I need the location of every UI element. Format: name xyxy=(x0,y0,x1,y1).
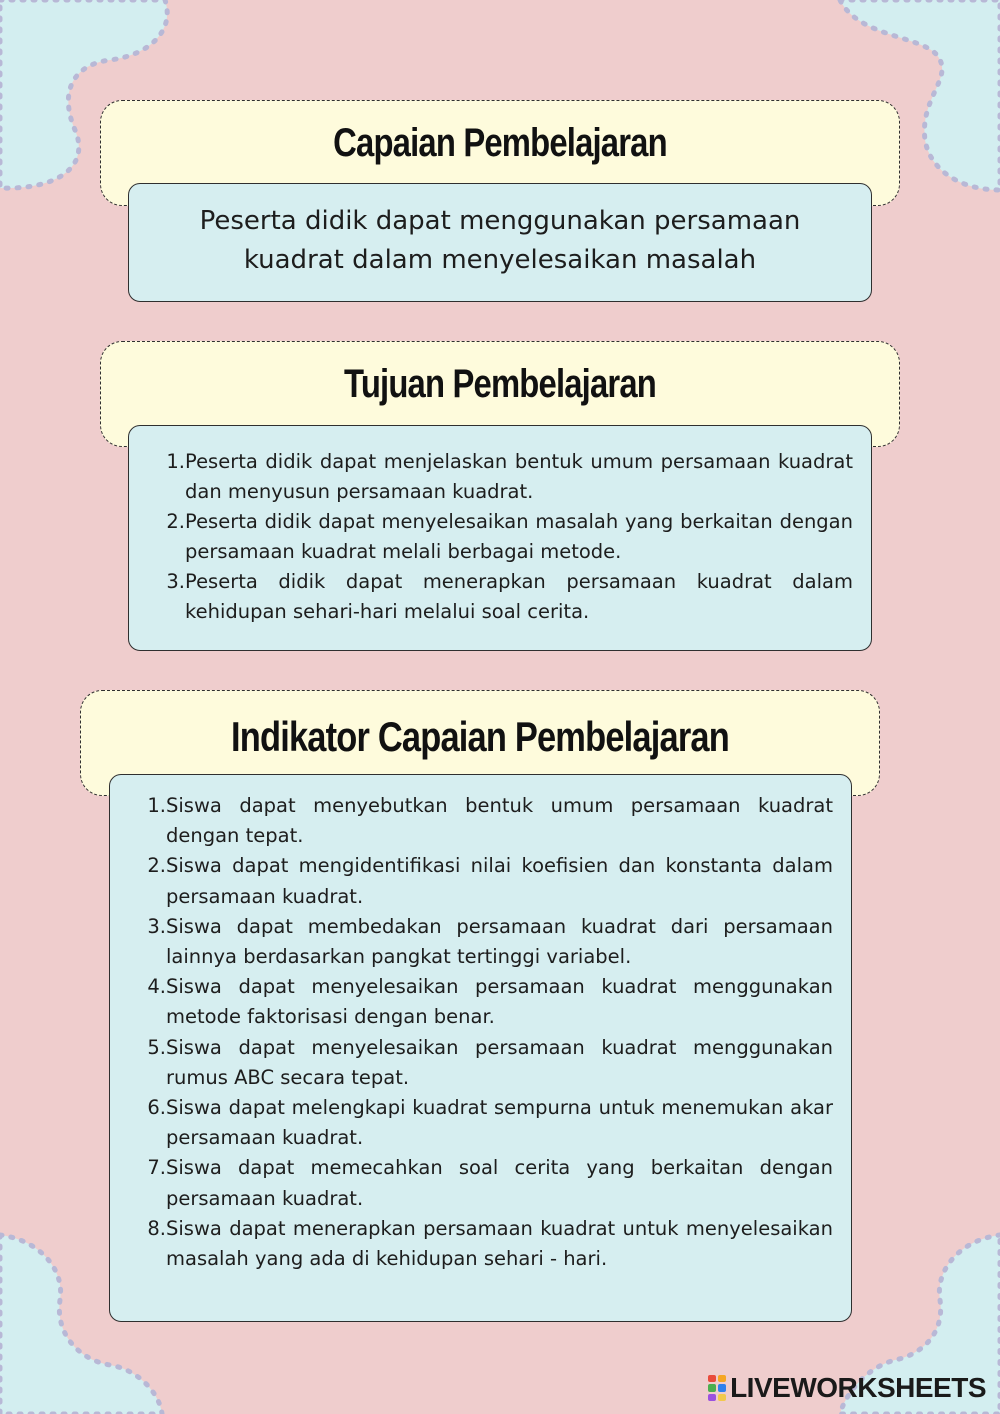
watermark-text: LIVEWORKSHEETS xyxy=(730,1372,986,1403)
list-item-number: 3. xyxy=(166,570,185,593)
list-item xyxy=(147,791,833,851)
list-item xyxy=(147,1033,833,1093)
list-item-number: 1. xyxy=(166,450,185,473)
list-item-text: Peserta didik dapat menjelaskan bentuk umum persamaan kuadrat dan menyusun persamaan kuadrat. xyxy=(185,450,853,503)
list-item-number: 7. xyxy=(147,1156,166,1180)
indikator-content-box xyxy=(109,774,852,1322)
capaian-title: Capaian Pembelajaran xyxy=(333,121,667,165)
list-item xyxy=(147,851,833,911)
list-item-text: Siswa dapat melengkapi kuadrat sempurna untuk menemukan akar persamaan kuadrat. xyxy=(166,1096,833,1150)
list-item-number: 1. xyxy=(147,794,166,817)
list-item-number: 2. xyxy=(166,510,185,533)
list-item-text: Siswa dapat membedakan persamaan kuadrat dari persamaan lainnya berdasarkan pangkat tertinggi variabel. xyxy=(166,914,833,969)
list-item-number: 2. xyxy=(147,854,166,878)
list-item-text: Siswa dapat menyebutkan bentuk umum persamaan kuadrat dengan tepat. xyxy=(166,794,833,848)
list-item-text: Siswa dapat mengidentifikasi nilai koefisien dan konstanta dalam persamaan kuadrat. xyxy=(166,854,833,908)
list-item xyxy=(147,1093,833,1153)
liveworksheets-logo-icon xyxy=(708,1375,726,1401)
list-item xyxy=(147,1214,833,1274)
list-item-number: 4. xyxy=(147,975,166,999)
list-item xyxy=(147,1153,833,1213)
indikator-title: Indikator Capaian Pembelajaran xyxy=(231,713,729,760)
list-item-text: Siswa dapat menyelesaikan persamaan kuadrat menggunakan rumus ABC secara tepat. xyxy=(166,1035,833,1089)
list-item-text: Peserta didik dapat menerapkan persamaan kuadrat dalam kehidupan sehari-hari melalui soal cerita. xyxy=(185,570,853,623)
list-item-number: 3. xyxy=(147,914,166,938)
list-item-text: Siswa dapat menerapkan persamaan kuadrat untuk menyelesaikan masalah yang ada di kehidupan sehari - hari. xyxy=(166,1216,833,1271)
liveworksheets-watermark[interactable] xyxy=(708,1372,986,1404)
indikator-list xyxy=(147,791,833,1274)
list-item xyxy=(147,912,833,972)
list-item-text: Siswa dapat menyelesaikan persamaan kuadrat menggunakan metode faktorisasi dengan benar. xyxy=(166,975,833,1029)
list-item-number: 5. xyxy=(147,1035,166,1059)
tujuan-title: Tujuan Pembelajaran xyxy=(344,362,656,406)
list-item-number: 8. xyxy=(147,1216,166,1240)
capaian-text: Peserta didik dapat menggunakan persamaan kuadrat dalam menyelesaikan masalah xyxy=(199,206,801,275)
list-item-text: Peserta didik dapat menyelesaikan masalah yang berkaitan dengan persamaan kuadrat melali berbagai metode. xyxy=(185,510,853,563)
list-item-number: 6. xyxy=(147,1096,166,1120)
list-item-text: Siswa dapat memecahkan soal cerita yang berkaitan dengan persamaan kuadrat. xyxy=(166,1156,833,1210)
list-item xyxy=(147,972,833,1032)
